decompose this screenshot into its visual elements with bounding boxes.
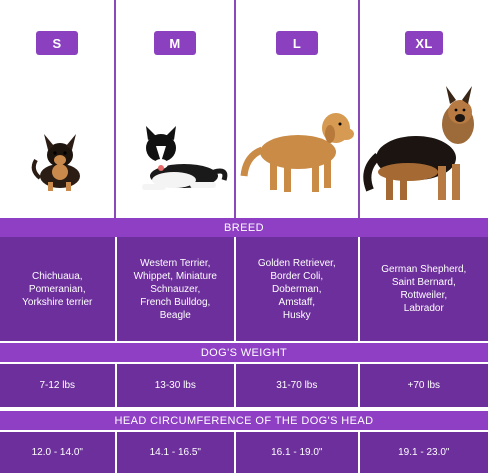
section-header-breed: BREED	[0, 218, 488, 237]
weight-cell-m: 13-30 lbs	[117, 364, 235, 407]
head-cell-xl: 19.1 - 23.0"	[360, 432, 488, 473]
section-header-weight: DOG'S WEIGHT	[0, 343, 488, 362]
size-badge-l: L	[276, 31, 318, 55]
german-shepherd-photo	[360, 0, 488, 218]
weight-cell-l: 31-70 lbs	[236, 364, 358, 407]
size-column-xl	[360, 0, 488, 218]
photo-row	[0, 0, 488, 218]
breed-row	[0, 237, 488, 341]
size-badge-s: S	[36, 31, 78, 55]
size-column-m	[116, 0, 236, 218]
chihuahua-photo	[0, 0, 116, 218]
border-collie-photo	[116, 0, 236, 218]
weight-cell-s: 7-12 lbs	[0, 364, 115, 407]
head-cell-s: 12.0 - 14.0"	[0, 432, 115, 473]
size-badge-m: M	[154, 31, 196, 55]
head-cell-l: 16.1 - 19.0"	[236, 432, 358, 473]
section-header-head: HEAD CIRCUMFERENCE OF THE DOG'S HEAD	[0, 411, 488, 430]
size-column-l	[236, 0, 360, 218]
golden-retriever-photo	[236, 0, 360, 218]
breed-cell-l: Golden Retriever, Border Coli, Doberman, Amstaff, Husky	[236, 237, 358, 341]
head-row	[0, 432, 488, 473]
breed-cell-m: Western Terrier, Whippet, Miniature Schnauzer, French Bulldog, Beagle	[117, 237, 235, 341]
head-cell-m: 14.1 - 16.5"	[117, 432, 235, 473]
size-column-s	[0, 0, 116, 218]
weight-cell-xl: +70 lbs	[360, 364, 488, 407]
breed-cell-s: Chichuaua, Pomeranian, Yorkshire terrier	[0, 237, 115, 341]
size-badge-xl: XL	[405, 31, 443, 55]
breed-cell-xl: German Shepherd, Saint Bernard, Rottweiler, Labrador	[360, 237, 488, 341]
weight-row	[0, 364, 488, 407]
